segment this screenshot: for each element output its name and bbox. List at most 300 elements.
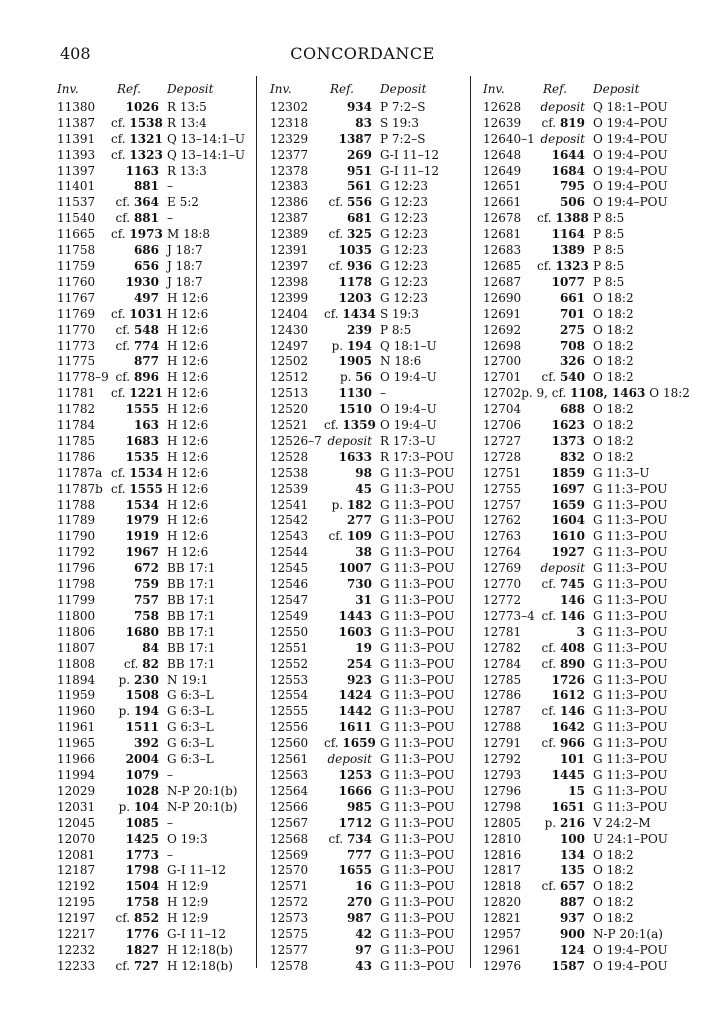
reference-cell: [537, 911, 593, 927]
table-row: [270, 418, 465, 434]
deposit-cell: G 6:3–L: [167, 704, 214, 719]
inv-number: 12793: [483, 767, 522, 782]
reference-number: 1642: [551, 720, 585, 735]
reference-cell: [324, 704, 380, 720]
table-row: [270, 832, 465, 848]
reference-cell: [537, 100, 593, 116]
reference-cell: [324, 911, 380, 927]
deposit-cell: U 24:1–POU: [593, 831, 668, 846]
inv-number: 11665: [57, 227, 96, 242]
reference-number: 1387: [338, 131, 372, 146]
reference-number: 1659: [551, 497, 585, 512]
reference-cell: [537, 959, 593, 975]
reference-cell: [537, 339, 593, 355]
column-divider: [256, 76, 257, 968]
reference-cell: [324, 259, 380, 275]
deposit-cell: H 12:6: [167, 338, 209, 353]
reference-prefix: cf.: [111, 131, 126, 146]
reference-cell: [111, 545, 167, 561]
reference-cell: [324, 577, 380, 593]
reference-number: 1612: [551, 688, 585, 703]
reference-cell: [537, 561, 593, 577]
inv-number: 12564: [270, 783, 309, 798]
inv-number: 11769: [57, 306, 96, 321]
deposit-cell: N 18:6: [380, 354, 422, 369]
reference-cell: [111, 323, 167, 339]
table-row: [57, 704, 247, 720]
inv-number: 12031: [57, 799, 96, 814]
inv-number: 11781: [57, 386, 96, 401]
deposit-cell: G 11:3–POU: [380, 593, 455, 607]
deposit-cell: G 11:3–POU: [380, 497, 455, 512]
deposit-cell: G 11:3–POU: [380, 927, 455, 942]
inv-number: 12782: [483, 640, 522, 655]
table-row: [483, 816, 673, 832]
table-row: [483, 911, 673, 927]
inv-number: 12577: [270, 942, 309, 957]
reference-number: 657: [559, 879, 585, 894]
reference-prefix: cf.: [111, 481, 126, 496]
reference-number: 1035: [338, 243, 372, 258]
table-row: [270, 164, 465, 180]
table-row: [483, 195, 673, 211]
deposit-cell: O 19:4–POU: [593, 942, 668, 957]
reference-prefix: cf.: [541, 577, 557, 592]
table-row: [270, 943, 465, 959]
table-row: [270, 895, 465, 911]
table-row: [483, 657, 673, 673]
table-row: [483, 323, 673, 339]
deposit-cell: G 12:23: [380, 243, 428, 258]
table-row: [57, 561, 247, 577]
table-row: [270, 482, 465, 498]
deposit-cell: –: [167, 847, 173, 862]
table-row: [270, 752, 465, 768]
reference-cell: [537, 179, 593, 195]
table-row: [483, 688, 673, 704]
reference-cell: [324, 498, 380, 514]
table-row: [270, 863, 465, 879]
reference-cell: [537, 641, 593, 657]
deposit-cell: P 8:5: [593, 227, 625, 242]
deposit-cell: H 12:6: [167, 386, 209, 401]
header-deposit: Deposit: [593, 82, 640, 96]
inv-number: 12389: [270, 227, 309, 242]
reference-cell: [111, 513, 167, 529]
reference-cell: [537, 848, 593, 864]
reference-prefix: cf.: [537, 258, 552, 273]
reference-cell: [111, 736, 167, 752]
table-row: [57, 625, 247, 641]
deposit-cell: H 12:6: [167, 418, 209, 433]
reference-cell: [537, 688, 593, 704]
table-row: [483, 498, 673, 514]
reference-cell: [324, 752, 380, 768]
table-row: [483, 768, 673, 784]
table-row: [483, 736, 673, 752]
reference-number: 1445: [551, 767, 585, 782]
deposit-cell: J 18:7: [167, 274, 203, 289]
table-row: [270, 800, 465, 816]
reference-number: 364: [133, 195, 159, 210]
deposit-cell: G 11:3–POU: [593, 656, 668, 671]
deposit-cell: E 5:2: [167, 195, 199, 210]
deposit-cell: V 24:2–M: [593, 815, 651, 830]
reference-cell: [324, 195, 380, 211]
concordance-column-3: [483, 82, 690, 975]
reference-cell: [537, 673, 593, 689]
reference-number: 548: [133, 322, 159, 337]
inv-number: 11789: [57, 513, 96, 528]
reference-cell: [324, 863, 380, 879]
reference-number: 1659: [342, 736, 376, 751]
reference-number: 146: [559, 608, 585, 623]
table-row: [57, 879, 247, 895]
reference-number: 84: [142, 640, 159, 655]
deposit-cell: G 11:3–POU: [593, 497, 668, 512]
reference-number: 43: [355, 958, 372, 973]
table-row: [57, 688, 247, 704]
reference-number: 16: [355, 879, 372, 894]
table-row: [57, 386, 247, 402]
reference-number: 1798: [125, 863, 159, 878]
table-row: [270, 609, 465, 625]
reference-cell: [111, 641, 167, 657]
reference-number: 1534: [125, 497, 159, 512]
table-row: [57, 529, 247, 545]
deposit-cell: G 11:3–POU: [593, 783, 668, 798]
reference-number: 777: [346, 847, 372, 862]
reference-number: 56: [355, 370, 372, 385]
reference-number: 672: [133, 561, 159, 576]
reference-cell: [537, 529, 593, 545]
reference-cell: [111, 179, 167, 195]
reference-cell: [324, 339, 380, 355]
reference-prefix: cf.: [537, 211, 552, 226]
inv-number: 12701: [483, 370, 522, 385]
reference-cell: [537, 736, 593, 752]
deposit-cell: G 11:3–POU: [380, 656, 455, 671]
reference-prefix: cf.: [328, 831, 344, 846]
inv-number: 12805: [483, 815, 522, 830]
table-row: [270, 275, 465, 291]
concordance-column-1: [57, 82, 247, 975]
reference-number: 1510: [338, 402, 372, 417]
deposit-cell: G 11:3–POU: [593, 640, 668, 655]
table-row: [57, 895, 247, 911]
table-row: [57, 816, 247, 832]
deposit-cell: H 12:6: [167, 513, 209, 528]
reference-cell: [537, 370, 593, 386]
reference-cell: [537, 275, 593, 291]
page-title: CONCORDANCE: [290, 44, 435, 63]
table-row: [57, 434, 247, 450]
reference-number: 951: [346, 163, 372, 178]
deposit-cell: P 7:2–S: [380, 99, 426, 114]
inv-number: 12575: [270, 927, 309, 942]
table-row: [270, 434, 465, 450]
inv-number: 11796: [57, 561, 96, 576]
reference-cell: [111, 673, 167, 689]
inv-number: 11785: [57, 433, 96, 448]
deposit-cell: BB 17:1: [167, 561, 216, 576]
deposit-cell: G 11:3–POU: [380, 672, 455, 687]
reference-number: 230: [133, 672, 159, 687]
reference-prefix: cf.: [541, 704, 557, 719]
deposit-cell: O 19:4–POU: [593, 115, 668, 130]
inv-number: 12387: [270, 211, 309, 226]
table-row: [483, 704, 673, 720]
reference-number: 890: [559, 656, 585, 671]
deposit-cell: G 11:3–POU: [380, 529, 455, 544]
reference-number: 134: [559, 847, 585, 862]
table-row: [270, 545, 465, 561]
reference-prefix: cf.: [541, 370, 557, 385]
inv-number: 12386: [270, 195, 309, 210]
reference-number: 269: [346, 147, 372, 162]
reference-cell: [111, 116, 167, 132]
deposit-cell: O 18:2: [593, 354, 634, 369]
reference-number: 936: [346, 258, 372, 273]
reference-number: 1683: [125, 433, 159, 448]
deposit-cell: H 12:9: [167, 879, 209, 894]
table-row: [270, 720, 465, 736]
inv-number: 12704: [483, 402, 522, 417]
inv-number: 12554: [270, 688, 309, 703]
deposit-cell: R 13:4: [167, 115, 207, 130]
table-row: [270, 593, 465, 609]
reference-number: 1085: [125, 815, 159, 830]
table-row: [270, 307, 465, 323]
reference-number: 216: [559, 815, 585, 830]
table-row: [483, 720, 673, 736]
reference-number: 1979: [125, 513, 159, 528]
deposit-cell: O 19:4–U: [380, 370, 437, 385]
deposit-cell: O 19:3: [167, 831, 208, 846]
deposit-cell: N 19:1: [167, 672, 209, 687]
reference-cell: [324, 116, 380, 132]
header-inv: Inv.: [270, 82, 292, 96]
inv-number: 11807: [57, 640, 96, 655]
table-row: [57, 545, 247, 561]
table-row: [57, 959, 247, 975]
reference-cell: [111, 418, 167, 434]
reference-number: 1967: [125, 545, 159, 560]
table-row: [57, 720, 247, 736]
inv-number: 12781: [483, 624, 522, 639]
reference-prefix: cf.: [123, 656, 139, 671]
deposit-cell: O 19:4–POU: [593, 179, 668, 194]
table-row: [270, 339, 465, 355]
deposit-cell: –: [167, 815, 173, 830]
deposit-cell: G 11:3–POU: [593, 561, 668, 576]
deposit-cell: J 18:7: [167, 243, 203, 258]
inv-number: 12572: [270, 895, 309, 910]
table-row: [270, 625, 465, 641]
inv-number: 12568: [270, 831, 309, 846]
reference-cell: [537, 593, 593, 609]
table-row: [483, 943, 673, 959]
page-number: 408: [60, 44, 91, 63]
reference-number: 1905: [338, 354, 372, 369]
reference-cell: [111, 911, 167, 927]
inv-number: 12692: [483, 322, 522, 337]
reference-number: 987: [346, 911, 372, 926]
reference-cell: [324, 784, 380, 800]
reference-prefix: cf.: [541, 736, 557, 751]
inv-number: 12526–7: [270, 433, 322, 448]
deposit-cell: G 11:3–POU: [380, 911, 455, 926]
deposit-cell: H 12:6: [167, 306, 209, 321]
inv-number: 11760: [57, 274, 96, 289]
table-row: [483, 863, 673, 879]
table-row: [483, 402, 673, 418]
reference-cell: [537, 609, 593, 625]
deposit-cell: O 19:4–POU: [593, 163, 668, 178]
reference-cell: [111, 768, 167, 784]
inv-number: 11792: [57, 545, 96, 560]
reference-number: 1443: [338, 608, 372, 623]
deposit-cell: Q 13–14:1–U: [167, 147, 245, 162]
inv-number: 12818: [483, 879, 522, 894]
table-row: [57, 641, 247, 657]
deposit-cell: G 6:3–L: [167, 736, 214, 751]
inv-number: 12769: [483, 561, 522, 576]
reference-number: 1538: [129, 115, 163, 130]
reference-cell: [324, 211, 380, 227]
table-row: [270, 132, 465, 148]
reference-cell: [537, 132, 593, 148]
inv-number: 12976: [483, 958, 522, 973]
inv-number: 11778–9: [57, 370, 109, 385]
reference-number: 1031: [129, 306, 163, 321]
table-row: [483, 927, 673, 943]
reference-cell: [111, 370, 167, 386]
deposit-cell: N-P 20:1(b): [167, 783, 238, 798]
table-row: [270, 513, 465, 529]
reference-cell: [324, 307, 380, 323]
reference-prefix: cf.: [324, 736, 339, 751]
deposit-cell: G 6:3–L: [167, 688, 214, 703]
inv-number: 12787: [483, 704, 522, 719]
inv-number: 12232: [57, 942, 96, 957]
inv-number: 11790: [57, 529, 96, 544]
inv-number: 12698: [483, 338, 522, 353]
reference-prefix: cf.: [111, 227, 126, 242]
deposit-cell: G 11:3–POU: [380, 895, 455, 910]
reference-number: 135: [559, 863, 585, 878]
reference-number: 239: [346, 322, 372, 337]
inv-number: 12528: [270, 449, 309, 464]
reference-number: 1651: [551, 799, 585, 814]
deposit-cell: H 12:6: [167, 433, 209, 448]
deposit-cell: G 11:3–POU: [380, 720, 455, 735]
table-row: [270, 100, 465, 116]
reference-prefix: cf.: [115, 195, 131, 210]
table-row: [57, 243, 247, 259]
reference-cell: [111, 482, 167, 498]
reference-cell: [324, 545, 380, 561]
table-row: [270, 848, 465, 864]
reference-number: 1221: [129, 386, 163, 401]
header-ref: Ref.: [330, 82, 354, 96]
column-divider: [470, 76, 471, 968]
table-row: [483, 466, 673, 482]
table-row: [57, 116, 247, 132]
deposit-cell: G 11:3–POU: [593, 752, 668, 767]
reference-prefix: cf.: [328, 195, 344, 210]
reference-cell: [111, 211, 167, 227]
table-row: [270, 195, 465, 211]
deposit-cell: P 8:5: [593, 258, 625, 273]
deposit-cell: H 12:6: [167, 370, 209, 385]
deposit-cell: G 11:3–POU: [380, 608, 455, 623]
inv-number: 11759: [57, 258, 96, 273]
table-row: [57, 339, 247, 355]
deposit-cell: P 7:2–S: [380, 131, 426, 146]
deposit-cell: Q 18:1–U: [380, 338, 437, 353]
inv-number: 11540: [57, 211, 96, 226]
reference-number: 1644: [551, 147, 585, 162]
inv-number: 12539: [270, 481, 309, 496]
reference-number: 774: [133, 338, 159, 353]
reference-cell: [324, 291, 380, 307]
table-row: [57, 275, 247, 291]
reference-number: 701: [559, 306, 585, 321]
table-row: [270, 657, 465, 673]
inv-number: 12541: [270, 497, 309, 512]
reference-prefix: cf.: [111, 306, 126, 321]
inv-number: 11784: [57, 418, 96, 433]
table-row: [270, 402, 465, 418]
deposit-cell: O 18:2: [593, 449, 634, 464]
reference-prefix: p.: [331, 497, 344, 512]
inv-number: 12628: [483, 99, 522, 114]
reference-cell: [324, 164, 380, 180]
reference-cell: [537, 704, 593, 720]
inv-number: 12563: [270, 767, 309, 782]
reference-cell: [537, 768, 593, 784]
table-row: [483, 482, 673, 498]
inv-number: 12547: [270, 593, 309, 607]
reference-number: 881: [133, 179, 159, 194]
reference-cell: [324, 179, 380, 195]
inv-number: 11994: [57, 767, 96, 782]
inv-number: 12070: [57, 831, 96, 846]
deposit-cell: G 11:3–POU: [380, 481, 455, 496]
reference-prefix: cf.: [115, 958, 131, 973]
inv-number: 12192: [57, 879, 96, 894]
table-row: [57, 291, 247, 307]
reference-number: 146: [559, 704, 585, 719]
deposit-cell: O 19:4–POU: [593, 147, 668, 162]
inv-number: 12640–1: [483, 131, 535, 146]
inv-number: 12195: [57, 895, 96, 910]
inv-number: 11391: [57, 131, 96, 146]
reference-cell: [537, 482, 593, 498]
reference-cell: [537, 625, 593, 641]
deposit-cell: O 19:4–POU: [593, 195, 668, 210]
table-row: [270, 259, 465, 275]
reference-number: 1323: [129, 147, 163, 162]
reference-number: 1508: [125, 688, 159, 703]
reference-cell: [324, 848, 380, 864]
deposit-cell: G 11:3–POU: [380, 942, 455, 957]
deposit-cell: G 6:3–L: [167, 752, 214, 767]
reference-prefix: cf.: [541, 608, 557, 623]
table-row: [57, 323, 247, 339]
table-row: [483, 434, 673, 450]
